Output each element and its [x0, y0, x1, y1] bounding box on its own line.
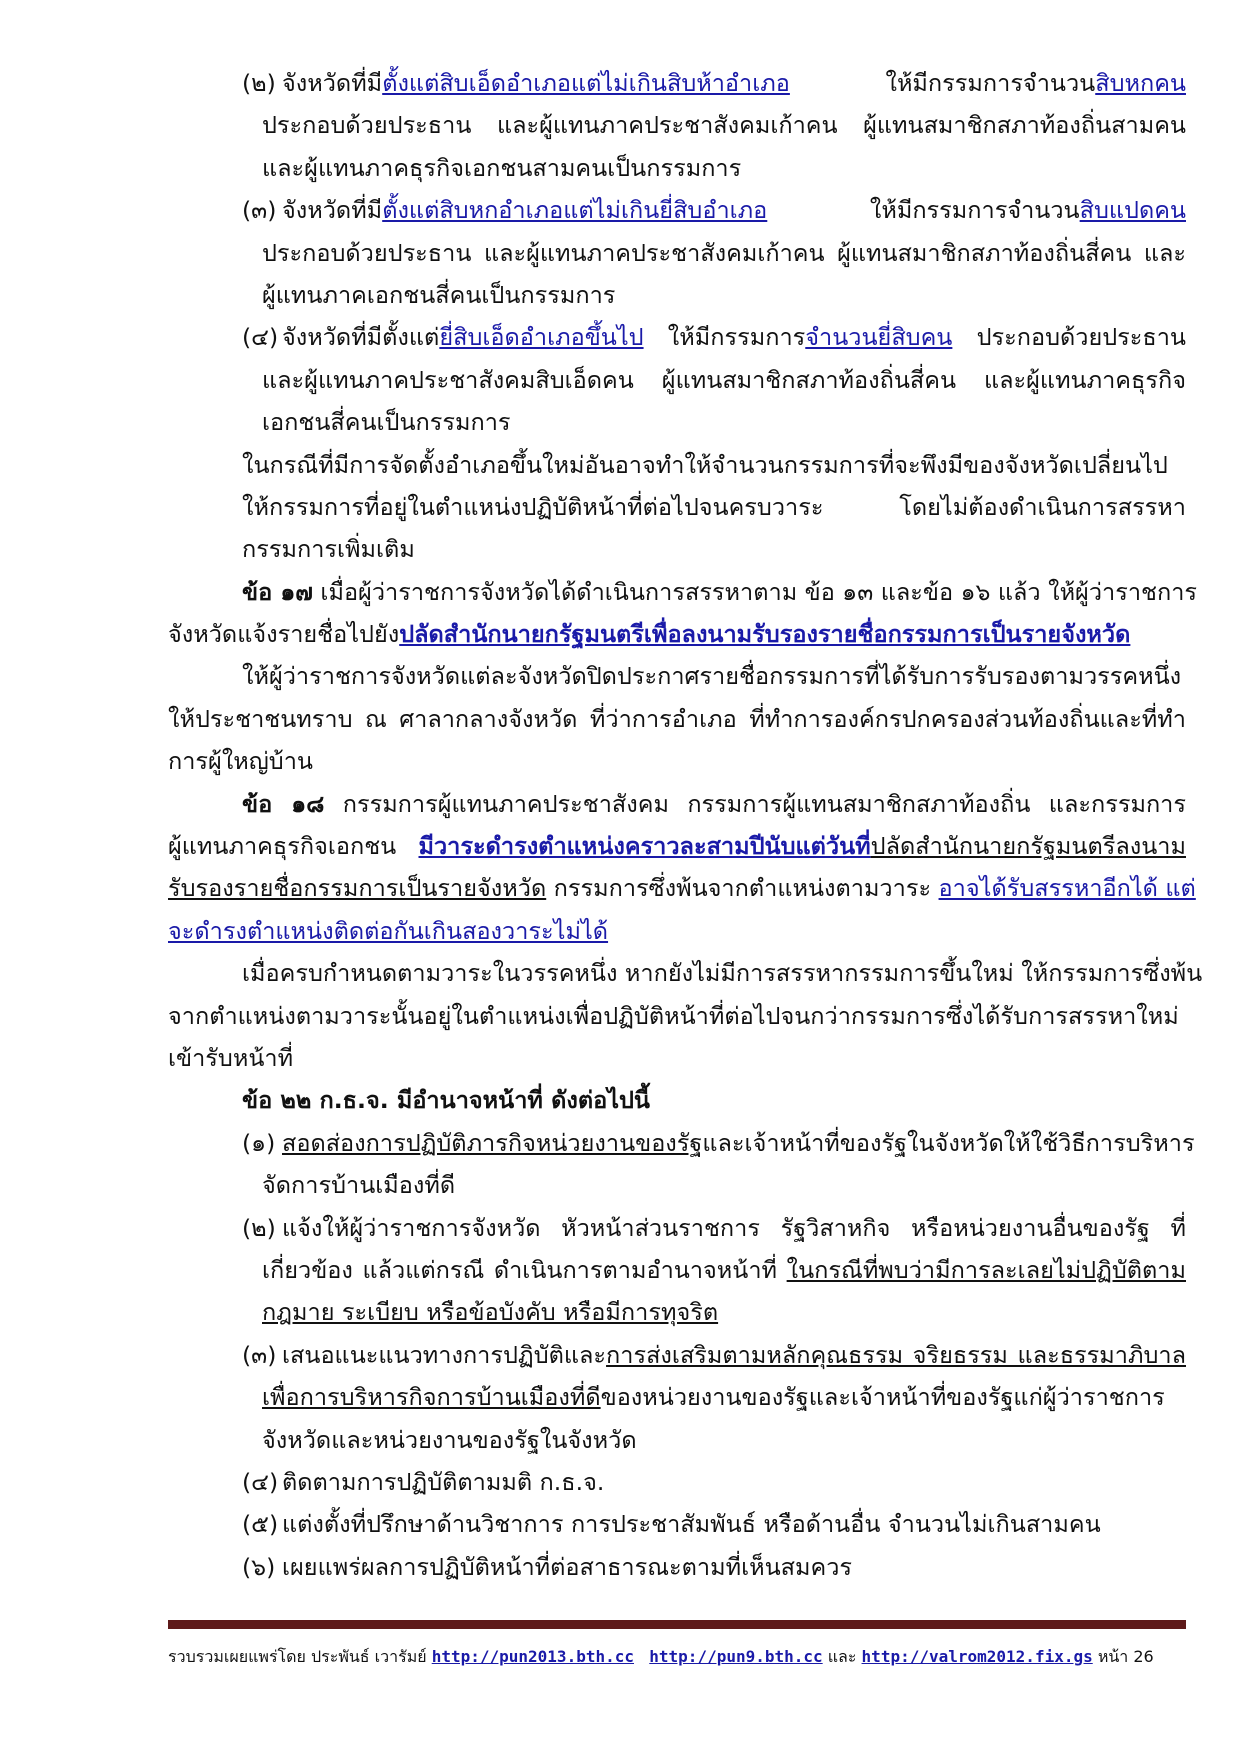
- item-number: (๖): [242, 1552, 276, 1581]
- text-run: ของหน่วยงานของรัฐและเจ้าหน้าที่ของรัฐแก่ผู้ว่าราชการ: [600, 1383, 1165, 1412]
- text-line: [168, 1546, 1186, 1588]
- text-line: [168, 147, 1186, 189]
- text-run: การผู้ใหญ่บ้าน: [168, 747, 313, 776]
- text-run: เผยแพร่ผลการปฏิบัติหน้าที่ต่อสาธารณะตามที่เห็นสมควร: [282, 1552, 853, 1581]
- text-line: [168, 189, 1186, 231]
- text-line: [168, 1419, 1186, 1461]
- text-line: [168, 359, 1186, 401]
- text-line: [168, 486, 1186, 528]
- underlined-link-text[interactable]: ตั้งแต่สิบเอ็ดอำเภอแต่ไม่เกินสิบห้าอำเภอ: [382, 69, 790, 97]
- text-run: ให้ประชาชนทราบ ณ ศาลากลางจังหวัด ที่ว่าการอำเภอ ที่ทำการองค์กรปกครองส่วนท้องถิ่นและที่ทำ: [168, 704, 1186, 733]
- text-run: จากตำแหน่งตามวาระนั้นอยู่ในตำแหน่งเพื่อปฏิบัติหน้าที่ต่อไปจนกว่ากรรมการซึ่งได้รับการสรรหาใหม่: [168, 1001, 1179, 1030]
- text-line: [168, 104, 1186, 146]
- numbered-item: [168, 1207, 1186, 1334]
- numbered-item: [168, 1334, 1186, 1461]
- underlined-link-text[interactable]: ยี่สิบเอ็ดอำเภอขึ้นไป: [439, 323, 644, 352]
- text-line: [168, 867, 1196, 909]
- text-run: ผู้แทนภาคเอกชนสี่คนเป็นกรรมการ: [262, 280, 616, 309]
- text-run: เข้ารับหน้าที่: [168, 1043, 294, 1072]
- text-line: [168, 1334, 1186, 1376]
- footer-link-pun2013[interactable]: http://pun2013.bth.cc: [431, 1647, 634, 1666]
- underlined-link-text[interactable]: ตั้งแต่สิบหกอำเภอแต่ไม่เกินยี่สิบอำเภอ: [382, 196, 768, 225]
- section22-list: [168, 1122, 1195, 1588]
- text-run: และเจ้าหน้าที่ของรัฐในจังหวัดให้ใช้วิธีการบริหาร: [702, 1128, 1195, 1157]
- text-run: เกี่ยวข้อง แล้วแต่กรณี ดำเนินการตามอำนาจหน้าที่: [262, 1255, 787, 1284]
- page-footer: [168, 1646, 1186, 1668]
- emphasis-text: เพื่อการบริหารกิจการบ้านเมืองที่ดี: [262, 1383, 601, 1412]
- numbered-item: [168, 1546, 1186, 1588]
- text-run: จังหวัดและหน่วยงานของรัฐในจังหวัด: [262, 1425, 637, 1454]
- emphasis-text: สอดส่องการปฏิบัติภารกิจหน่วยงานของรัฐ: [282, 1128, 703, 1157]
- section17-paragraph: [168, 571, 1198, 656]
- item-number: (๑): [242, 1128, 276, 1157]
- numbered-item: [168, 62, 1186, 189]
- underlined-link-text[interactable]: สิบแปดคน: [1079, 196, 1186, 225]
- text-run: จังหวัดแจ้งรายชื่อไปยัง: [168, 620, 400, 649]
- text-run: ติดตามการปฏิบัติตามมติ ก.ธ.จ.: [282, 1467, 605, 1496]
- text-run: และผู้แทนภาคประชาสังคมสิบเอ็ดคน ผู้แทนสมาชิกสภาท้องถิ่นสี่คน และผู้แทนภาคธุรกิจ: [262, 365, 1186, 394]
- text-run: เสนอแนะแนวทางการปฏิบัติและ: [282, 1340, 607, 1369]
- text-line: [168, 1164, 1186, 1206]
- text-line: [168, 825, 1186, 867]
- text-run: เอกชนสี่คนเป็นกรรมการ: [262, 408, 511, 437]
- section18-paragraph: [168, 783, 1196, 953]
- text-run: จัดการบ้านเมืองที่ดี: [262, 1171, 456, 1200]
- document-body: [168, 62, 1203, 1588]
- text-run: กรรมการเพิ่มเติม: [242, 535, 415, 564]
- text-run: ให้มีกรรมการ: [643, 323, 806, 352]
- text-run: ประกอบด้วยประธาน และผู้แทนภาคประชาสังคมเก้าคน ผู้แทนสมาชิกสภาท้องถิ่นสามคน: [262, 111, 1186, 140]
- text-line: [168, 274, 1186, 316]
- footer-link-valrom2012[interactable]: http://valrom2012.fix.gs: [861, 1647, 1093, 1666]
- text-line: [168, 655, 1186, 697]
- section22-heading: [168, 1079, 1186, 1121]
- text-line: [168, 698, 1186, 740]
- numbered-item: [168, 1461, 1186, 1503]
- footer-conjunction: และ: [822, 1647, 862, 1666]
- text-line: [168, 952, 1203, 994]
- item-number: (๓): [242, 196, 277, 225]
- item-number: (๒): [242, 69, 276, 97]
- text-line: [168, 740, 1186, 782]
- text-line: [168, 1461, 1186, 1503]
- emphasis-text: กฎมาย ระเบียบ หรือข้อบังคับ หรือมีการทุจริต: [262, 1298, 719, 1327]
- section17-announcement-paragraph: [168, 655, 1186, 782]
- text-line: [168, 1376, 1186, 1418]
- underlined-link-text[interactable]: อาจได้รับสรรหาอีกได้ แต่: [938, 874, 1196, 903]
- text-line: [168, 62, 1186, 104]
- text-line: [168, 401, 1186, 443]
- text-run: ประกอบด้วยประธาน: [952, 323, 1186, 352]
- numbered-item: [168, 316, 1186, 443]
- section18-term-paragraph: [168, 952, 1203, 1079]
- text-line: [168, 1503, 1186, 1545]
- text-run: จังหวัดที่มี: [282, 196, 383, 225]
- item-number: (๓): [242, 1340, 277, 1369]
- underlined-link-text[interactable]: สิบหกคน: [1095, 69, 1186, 97]
- footer-divider: [168, 1620, 1186, 1629]
- page-number: หน้า 26: [1092, 1647, 1154, 1666]
- text-run: ให้ผู้ว่าราชการจังหวัดแต่ละจังหวัดปิดประกาศรายชื่อกรรมการที่ได้รับการรับรองตามวรรคหนึ่ง: [242, 662, 1182, 691]
- item-number: (๔): [242, 1467, 279, 1496]
- text-line: [168, 1291, 1186, 1333]
- item-number: (๒): [242, 1213, 276, 1242]
- text-run: ให้กรรมการที่อยู่ในตำแหน่งปฏิบัติหน้าที่ต่อไปจนครบวาระ โดยไม่ต้องดำเนินการสรรหา: [242, 492, 1186, 521]
- text-line: [168, 783, 1186, 825]
- text-line: [168, 571, 1198, 613]
- text-run: เมื่อผู้ว่าราชการจังหวัดได้ดำเนินการสรรหาตาม ข้อ ๑๓ และข้อ ๑๖ แล้ว ให้ผู้ว่าราชการ: [312, 577, 1198, 606]
- numbered-item: [168, 1122, 1195, 1207]
- section16-list: [168, 62, 1186, 444]
- text-run: กรรมการซึ่งพ้นจากตำแหน่งตามวาระ: [546, 874, 939, 903]
- item-number: (๔): [242, 323, 279, 352]
- text-line: [168, 232, 1186, 274]
- emphasis-text: รับรองรายชื่อกรรมการเป็นรายจังหวัด: [168, 874, 547, 903]
- text-line: [168, 613, 1186, 655]
- emphasis-text: ในกรณีที่พบว่ามีการละเลยไม่ปฏิบัติตาม: [786, 1255, 1186, 1284]
- item-number: (๕): [242, 1510, 279, 1539]
- text-line: [168, 528, 1186, 570]
- text-line: [168, 1249, 1186, 1291]
- text-run: กรรมการผู้แทนภาคประชาสังคม กรรมการผู้แทนสมาชิกสภาท้องถิ่น และกรรมการ: [324, 789, 1186, 818]
- emphasis-text: ข้อ ๑๗: [242, 577, 313, 606]
- text-run: ในกรณีที่มีการจัดตั้งอำเภอขึ้นใหม่อันอาจทำให้จำนวนกรรมการที่จะพึงมีของจังหวัดเปลี่ยนไป: [242, 450, 1168, 479]
- text-run: ให้มีกรรมการจำนวน: [767, 196, 1080, 225]
- underlined-link-text[interactable]: จะดำรงตำแหน่งติดต่อกันเกินสองวาระไม่ได้: [168, 916, 609, 945]
- text-run: แต่งตั้งที่ปรึกษาด้านวิชาการ การประชาสัมพันธ์ หรือด้านอื่น จำนวนไม่เกินสามคน: [282, 1510, 1101, 1539]
- underlined-link-text[interactable]: จำนวนยี่สิบคน: [805, 323, 953, 352]
- text-line: [168, 1037, 1186, 1079]
- text-line: [168, 1207, 1186, 1249]
- text-run: แจ้งให้ผู้ว่าราชการจังหวัด หัวหน้าส่วนราชการ รัฐวิสาหกิจ หรือหน่วยงานอื่นของรัฐ ที่: [282, 1213, 1186, 1242]
- underlined-link-text[interactable]: ปลัดสำนักนายกรัฐมนตรีเพื่อลงนามรับรองรายชื่อกรรมการเป็นรายจังหวัด: [399, 620, 1131, 649]
- text-line: [168, 995, 1186, 1037]
- numbered-item: [168, 1503, 1186, 1545]
- section16-note: [168, 444, 1186, 571]
- text-run: จังหวัดที่มีตั้งแต่: [282, 323, 440, 352]
- text-run: จังหวัดที่มี: [282, 69, 383, 97]
- text-line: [168, 316, 1186, 358]
- section22-heading-text: ข้อ ๒๒ ก.ธ.จ. มีอำนาจหน้าที่ ดังต่อไปนี้: [242, 1086, 650, 1115]
- text-line: [168, 1122, 1195, 1164]
- footer-link-pun9[interactable]: http://pun9.bth.cc: [649, 1647, 823, 1666]
- text-run: ประกอบด้วยประธาน และผู้แทนภาคประชาสังคมเก้าคน ผู้แทนสมาชิกสภาท้องถิ่นสี่คน และ: [262, 238, 1186, 267]
- text-run: ผู้แทนภาคธุรกิจเอกชน: [168, 832, 419, 861]
- underlined-link-text[interactable]: มีวาระดำรงตำแหน่งคราวละสามปีนับแต่วันที่: [418, 832, 871, 861]
- emphasis-text: ปลัดสำนักนายกรัฐมนตรีลงนาม: [870, 832, 1186, 861]
- text-run: เมื่อครบกำหนดตามวาระในวรรคหนึ่ง หากยังไม่มีการสรรหากรรมการขึ้นใหม่ ให้กรรมการซึ่งพ้น: [242, 959, 1203, 988]
- emphasis-text: การส่งเสริมตามหลักคุณธรรม จริยธรรม และธรรมาภิบาล: [606, 1340, 1186, 1369]
- numbered-item: [168, 189, 1186, 316]
- emphasis-text: ข้อ ๑๘: [242, 789, 325, 818]
- text-run: ให้มีกรรมการจำนวน: [789, 69, 1096, 97]
- footer-credit: รวบรวมเผยแพร่โดย ประพันธ์ เวารัมย์: [168, 1647, 432, 1666]
- text-line: [168, 910, 1186, 952]
- text-run: และผู้แทนภาคธุรกิจเอกชนสามคนเป็นกรรมการ: [262, 153, 742, 182]
- text-line: [168, 444, 1186, 486]
